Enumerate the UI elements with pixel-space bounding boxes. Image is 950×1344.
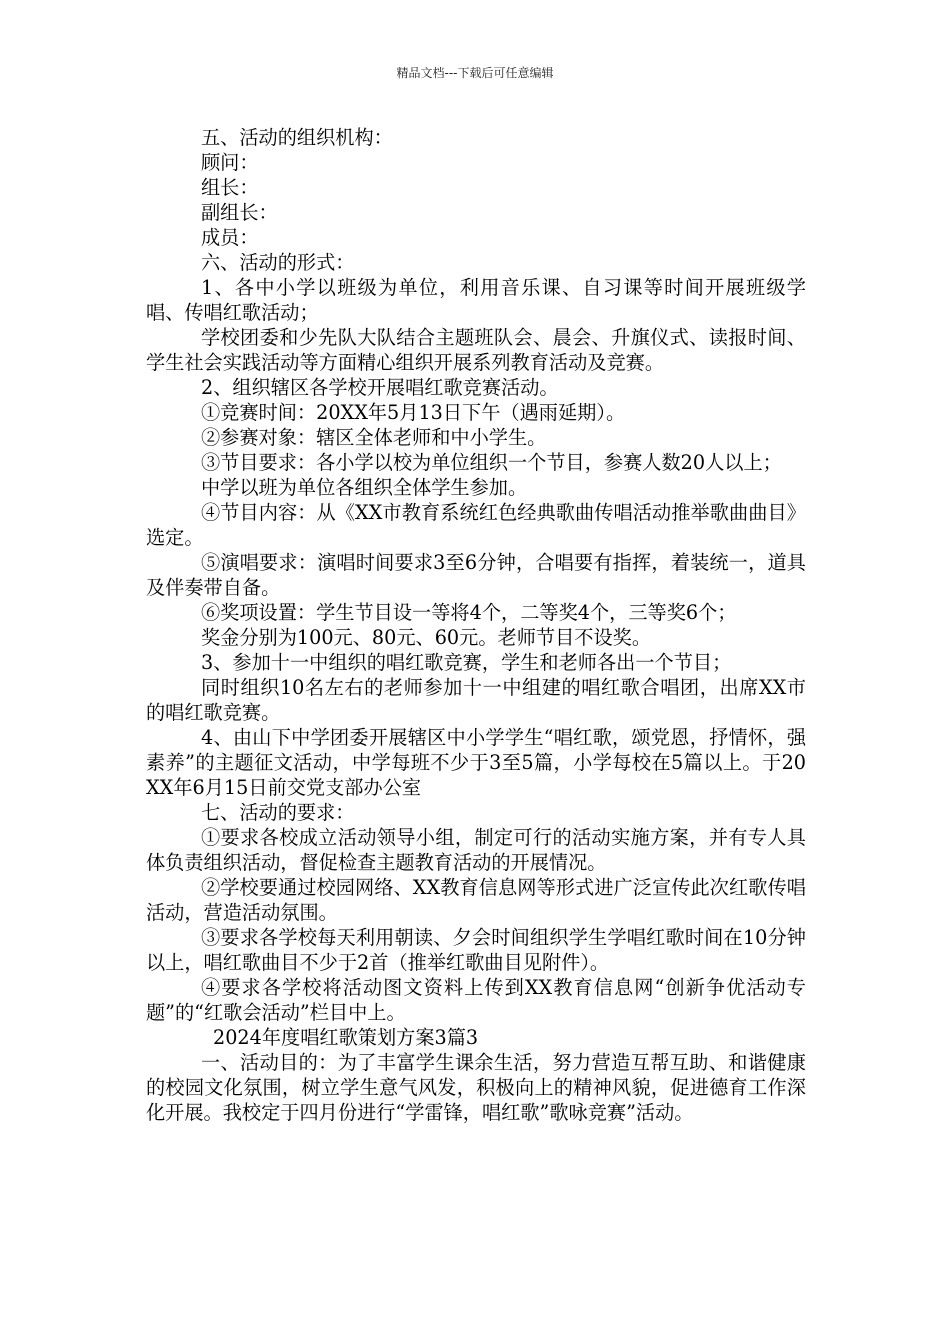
paragraph: 一、活动目的：为了丰富学生课余生活，努力营造互帮互助、和谐健康的校园文化氛围，树立学生意气风发，积极向上的精神风貌，促进德育工作深化开展。我校定于四月份进行“学雷锋，唱红歌”歌咏竞赛”活动。 (146, 1051, 806, 1124)
paragraph: ②学校要通过校园网络、XX教育信息网等形式进广泛宣传此次红歌传唱活动，营造活动氛围。 (146, 876, 806, 924)
role-members: 成员： (201, 226, 259, 249)
role-advisor: 顾问： (201, 151, 259, 174)
paragraph: 4、由山下中学团委开展辖区中小学学生“唱红歌，颂党恩，抒情怀，强素养”的主题征文活动，中学每班不少于3至5篇，小学每校在5篇以上。于20XX年6月15日前交党支部办公室 (146, 726, 806, 799)
paragraph: ③节目要求：各小学以校为单位组织一个节目，参赛人数20人以上； (201, 451, 782, 474)
paragraph: ④节目内容：从《XX市教育系统红色经典歌曲传唱活动推举歌曲曲目》选定。 (146, 501, 806, 549)
document-body (146, 125, 806, 1125)
paragraph: 学校团委和少先队大队结合主题班队会、晨会、升旗仪式、读报时间、学生社会实践活动等方面精心组织开展系列教育活动及竞赛。 (146, 326, 806, 374)
paragraph: ④要求各学校将活动图文资料上传到XX教育信息网“创新争优活动专题”的“红歌会活动”栏目中上。 (146, 976, 806, 1024)
paragraph: 奖金分别为100元、80元、60元。老师节目不设奖。 (201, 626, 652, 649)
paragraph: 3、参加十一中组织的唱红歌竞赛，学生和老师各出一个节目； (201, 651, 732, 674)
section-heading-requirements: 七、活动的要求： (201, 801, 355, 824)
role-deputy-leader: 副组长： (201, 201, 278, 224)
section-heading-organization: 五、活动的组织机构： (201, 126, 393, 149)
document-subtitle: 2024年度唱红歌策划方案3篇3 (213, 1026, 479, 1049)
paragraph: 1、各中小学以班级为单位，利用音乐课、自习课等时间开展班级学唱、传唱红歌活动； (146, 276, 806, 324)
paragraph: 2、组织辖区各学校开展唱红歌竞赛活动。 (201, 376, 559, 399)
paragraph: 同时组织10名左右的老师参加十一中组建的唱红歌合唱团，出席XX市的唱红歌竞赛。 (146, 676, 806, 724)
section-heading-format: 六、活动的形式： (201, 251, 355, 274)
paragraph: ⑥奖项设置：学生节目设一等将4个，二等奖4个，三等奖6个； (201, 601, 737, 624)
role-leader: 组长： (201, 176, 259, 199)
paragraph: ①要求各校成立活动领导小组，制定可行的活动实施方案，并有专人具体负责组织活动，督促检查主题教育活动的开展情况。 (146, 826, 806, 874)
paragraph: ⑤演唱要求：演唱时间要求3至6分钟，合唱要有指挥，着装统一，道具及伴奏带自备。 (146, 551, 806, 599)
paragraph: 中学以班为单位各组织全体学生参加。 (201, 476, 528, 499)
paragraph: ②参赛对象：辖区全体老师和中小学生。 (201, 426, 547, 449)
paragraph: ③要求各学校每天利用朝读、夕会时间组织学生学唱红歌时间在10分钟以上，唱红歌曲目不少于2首（推举红歌曲目见附件）。 (146, 926, 806, 974)
paragraph: ①竞赛时间：20XX年5月13日下午（遇雨延期）。 (201, 401, 626, 424)
page-header: 精品文档---下载后可任意编辑 (396, 66, 554, 80)
